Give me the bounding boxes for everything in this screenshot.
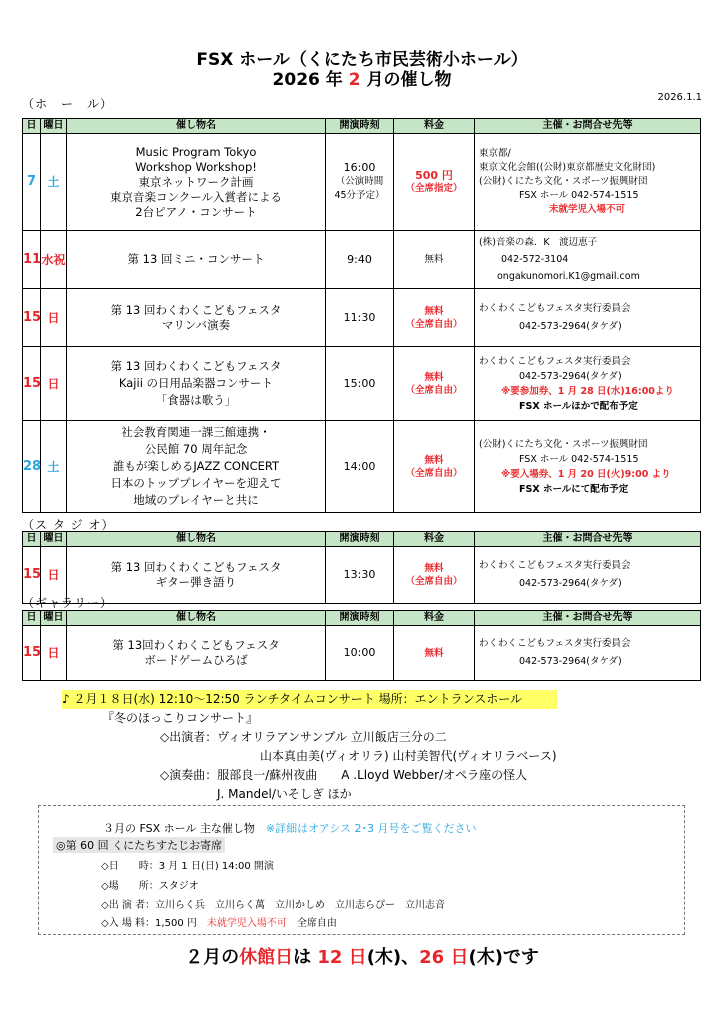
event-day: 15 xyxy=(23,347,41,421)
closed-g: (木)です xyxy=(468,947,539,968)
subtitle-year: 2026 年 xyxy=(272,70,343,90)
col-time: 開演時刻 xyxy=(326,532,394,547)
march-cast: ◇出 演 者：立川らく兵 立川らく萬 立川かしめ 立川志らぴー 立川志音 xyxy=(101,900,446,911)
event-time: 10:00 xyxy=(326,626,394,681)
event-weekday: 日 xyxy=(41,626,67,681)
event-weekday: 日 xyxy=(41,347,67,421)
event-organizer: (公財)くにたち文化・スポーツ振興財団 FSX ホール 042-574-1515 ※要入場券、1 月 20 日(火)9:00 より FSX ホールにて配布予定 xyxy=(475,421,701,513)
march-event: ◎第 60 回 くにたちすたじお寄席 xyxy=(53,837,225,853)
event-day: 15 xyxy=(23,547,41,604)
march-title-line xyxy=(103,820,477,836)
event-name: 第 13 回ミニ・コンサート xyxy=(67,231,326,289)
event-day: 15 xyxy=(23,626,41,681)
col-fee: 料金 xyxy=(394,611,475,626)
table-row xyxy=(23,289,701,347)
march-events-box xyxy=(38,805,685,935)
col-name: 催し物名 xyxy=(67,611,326,626)
col-time: 開演時刻 xyxy=(326,611,394,626)
issue-date: 2026.1.1 xyxy=(657,92,702,103)
lunch-performers: ◇出演者：ヴィオリラアンサンブル 立川飯店三分の二 xyxy=(160,730,447,744)
event-day: 15 xyxy=(23,289,41,347)
event-fee: 無料 xyxy=(394,231,475,289)
lunch-title: 『冬のほっこりコンサート』 xyxy=(102,711,259,725)
event-day: 28 xyxy=(23,421,41,513)
event-time: 15:00 xyxy=(326,347,394,421)
table-row xyxy=(23,421,701,513)
col-weekday: 曜日 xyxy=(41,532,67,547)
section-hall: （ホ ー ル） xyxy=(22,97,114,111)
event-day: 11 xyxy=(23,231,41,289)
march-fee: ◇入 場 料：1,500 円 xyxy=(101,918,197,929)
lunch-performers-2: 山本真由美(ヴィオリラ) 山村美智代(ヴィオリラベース) xyxy=(260,749,557,763)
event-name: 第 13 回わくわくこどもフェスタ ギター弾き語り xyxy=(67,547,326,604)
march-ref: ※詳細はオアシス 2･3 月号をご覧ください xyxy=(265,822,477,835)
table-row xyxy=(23,231,701,289)
gallery-table xyxy=(22,610,701,681)
event-weekday: 土 xyxy=(41,421,67,513)
event-weekday: 日 xyxy=(41,547,67,604)
event-weekday: 土 xyxy=(41,134,67,231)
march-fee-note: 未就学児入場不可 xyxy=(206,918,287,929)
event-day: 7 xyxy=(23,134,41,231)
event-fee: 無料 xyxy=(394,626,475,681)
event-organizer: (株)音楽の森．K 渡辺恵子 042-572-3104 ongakunomori.K1@gmail.com xyxy=(475,231,701,289)
gallery-header-row xyxy=(23,611,701,626)
col-time: 開演時刻 xyxy=(326,119,394,134)
event-organizer: 東京都/ 東京文化会館((公財)東京都歴史文化財団) (公財)くにたち文化・スポーツ振興財団 FSX ホール 042-574-1515 未就学児入場不可 xyxy=(475,134,701,231)
event-name: 第 13 回わくわくこどもフェスタ マリンバ演奏 xyxy=(67,289,326,347)
event-time: 9:40 xyxy=(326,231,394,289)
lunch-headline: ♪ ２月１８日(水) 12:10～12:50 ランチタイムコンサート 場所：エントランスホール xyxy=(62,690,557,709)
event-time: 16:00 （公演時間 45分予定） xyxy=(326,134,394,231)
march-place: ◇場 所：スタジオ xyxy=(101,881,199,892)
lunch-program: ◇演奏曲：服部良一/蘇州夜曲 A .Lloyd Webber/オペラ座の怪人 xyxy=(160,768,528,782)
table-row xyxy=(23,347,701,421)
closed-days xyxy=(0,943,724,969)
col-name: 催し物名 xyxy=(67,119,326,134)
event-organizer: わくわくこどもフェスタ実行委員会 042-573-2964(タケダ) ※要参加券、1 月 28 日(水)16:00より FSX ホールほかで配布予定 xyxy=(475,347,701,421)
col-org: 主催・お問合せ先等 xyxy=(475,532,701,547)
col-day: 日 xyxy=(23,611,41,626)
closed-f: 26 日 xyxy=(419,947,469,968)
col-org: 主催・お問合せ先等 xyxy=(475,611,701,626)
closed-d: 12 日 xyxy=(317,947,367,968)
event-time: 13:30 xyxy=(326,547,394,604)
col-fee: 料金 xyxy=(394,119,475,134)
page-title: FSX ホール（くにたち市民芸術小ホール） xyxy=(196,50,528,70)
col-day: 日 xyxy=(23,119,41,134)
closed-e: (木)、 xyxy=(366,947,420,968)
hall-table xyxy=(22,118,701,513)
march-fee-line xyxy=(101,914,337,929)
subtitle-month: 2 xyxy=(348,70,361,90)
march-title: ３月の FSX ホール 主な催し物 xyxy=(103,822,255,835)
col-name: 催し物名 xyxy=(67,532,326,547)
event-organizer: わくわくこどもフェスタ実行委員会 042-573-2964(タケダ) xyxy=(475,289,701,347)
studio-table xyxy=(22,531,701,604)
col-weekday: 曜日 xyxy=(41,611,67,626)
page-subtitle xyxy=(0,70,724,90)
col-org: 主催・お問合せ先等 xyxy=(475,119,701,134)
table-row xyxy=(23,547,701,604)
col-day: 日 xyxy=(23,532,41,547)
event-time: 14:00 xyxy=(326,421,394,513)
event-organizer: わくわくこどもフェスタ実行委員会 042-573-2964(タケダ) xyxy=(475,547,701,604)
event-fee: 無料 （全席自由） xyxy=(394,289,475,347)
col-fee: 料金 xyxy=(394,532,475,547)
table-row xyxy=(23,626,701,681)
event-name: 第 13回わくわくこどもフェスタ ボードゲームひろば xyxy=(67,626,326,681)
closed-a: ２月の xyxy=(185,947,240,968)
table-row xyxy=(23,134,701,231)
lunch-concert xyxy=(62,690,557,804)
section-studio: （ス タ ジ オ） xyxy=(22,518,115,532)
event-time: 11:30 xyxy=(326,289,394,347)
subtitle-rest: 月の催し物 xyxy=(366,70,452,90)
section-gallery: （ギャラリー） xyxy=(22,596,114,610)
event-name: Music Program Tokyo Workshop Workshop! 東京ネットワーク計画 東京音楽コンクール入賞者による 2台ピアノ・コンサート xyxy=(67,134,326,231)
event-fee: 無料 （全席自由） xyxy=(394,547,475,604)
col-weekday: 曜日 xyxy=(41,119,67,134)
event-name: 第 13 回わくわくこどもフェスタ Kajii の日用品楽器コンサート 「食器は歌う」 xyxy=(67,347,326,421)
closed-b: 休館日 xyxy=(239,947,294,968)
march-date: ◇日 時：3 月 1 日(日) 14:00 開演 xyxy=(101,861,274,872)
closed-c: は xyxy=(293,947,312,968)
event-weekday: 日 xyxy=(41,289,67,347)
studio-header-row xyxy=(23,532,701,547)
lunch-program-2: J. Mandel/いそしぎ ほか xyxy=(217,787,352,801)
event-fee: 500 円 （全席指定） xyxy=(394,134,475,231)
march-seat: 全席自由 xyxy=(296,918,337,929)
event-fee: 無料 （全席自由） xyxy=(394,421,475,513)
hall-header-row xyxy=(23,119,701,134)
event-fee: 無料 （全席自由） xyxy=(394,347,475,421)
event-organizer: わくわくこどもフェスタ実行委員会 042-573-2964(タケダ) xyxy=(475,626,701,681)
event-name: 社会教育関連一課三館連携・ 公民館 70 周年記念 誰もが楽しめるJAZZ CONCERT 日本のトッププレイヤーを迎えて 地域のプレイヤーと共に xyxy=(67,421,326,513)
event-weekday: 水祝 xyxy=(41,231,67,289)
